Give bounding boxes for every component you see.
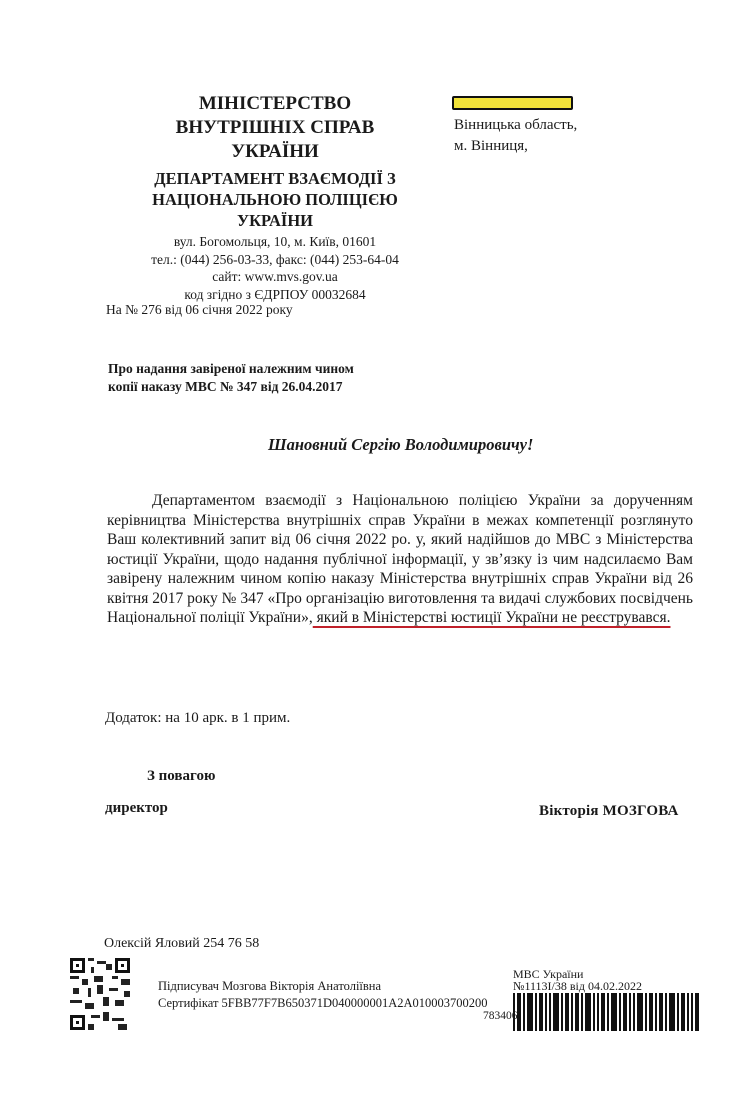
signatory: Підписувач Мозгова Вікторія Анатоліївна: [158, 979, 382, 993]
department-line: УКРАЇНИ: [236, 211, 314, 230]
contact-block: [105, 233, 445, 303]
barcode-icon: [513, 993, 699, 1031]
signer-name: Вікторія МОЗГОВА: [539, 803, 679, 819]
subject-line: Про надання завіреної належним чином: [108, 361, 354, 376]
certificate: Сертифікат 5FBB77F7B650371D040000001A2A010003700200: [158, 996, 488, 1010]
edrpou-code: код згідно з ЄДРПОУ 00032684: [184, 286, 366, 302]
body-text: Департаментом взаємодії з Національною поліцією України за дорученням керівництва Міністерства внутрішніх справ України в межах компетенції розглянуто Ваш колективний запит від 06 січня 2022 ро. у, який надійшов до МВС з Міністерства юстиції України, щодо надання публічної інформації, у зв’язку із чим надсилаємо Вам завірену належним чином копію наказу Міністерства внутрішніх справ України від 26 квітня 2017 року № 347 «Про організацію виготовлення та видачі службових посвідчень Національної поліції України»,: [107, 492, 693, 626]
department-line: НАЦІОНАЛЬНОЮ ПОЛІЦІЄЮ: [152, 190, 398, 209]
registry-number: №1113І/38 від 04.02.2022: [513, 979, 642, 993]
regards: З повагою: [147, 768, 216, 784]
salutation: Шановний Сергію Володимировичу!: [268, 435, 534, 454]
appendix: Додаток: на 10 арк. в 1 прим.: [105, 710, 291, 726]
executor-contact: Олексій Яловий 254 76 58: [104, 936, 260, 951]
recipient-region: Вінницька область,: [454, 117, 578, 133]
ministry-title: [100, 92, 450, 164]
department-title: [100, 168, 450, 231]
ministry-line: УКРАЇНИ: [231, 141, 319, 162]
underlined-text: який в Міністерстві юстиції України не реєструвався.: [312, 609, 671, 626]
address: вул. Богомольця, 10, м. Київ, 01601: [173, 234, 377, 249]
recipient-block: [454, 94, 577, 157]
registration-stamp: [513, 968, 642, 992]
website: сайт: www.mvs.gov.ua: [212, 269, 338, 284]
department-line: ДЕПАРТАМЕНТ ВЗАЄМОДІЇ З: [154, 169, 396, 188]
ministry-line: МІНІСТЕРСТВО: [198, 93, 352, 114]
body-paragraph: [107, 491, 693, 628]
phone-fax: тел.: (044) 256-03-33, факс: (044) 253-64-04: [151, 251, 399, 267]
digital-signature-info: [158, 978, 488, 1012]
signer-position: директор: [105, 800, 168, 816]
ministry-line: ВНУТРІШНІХ СПРАВ: [175, 117, 375, 138]
subject: [108, 360, 354, 396]
qr-code-icon: [70, 958, 130, 1030]
barcode-number: 783406: [483, 1010, 518, 1022]
subject-line: копії наказу МВС № 347 від 26.04.2017: [108, 379, 343, 394]
recipient-city: м. Вінниця,: [454, 138, 528, 154]
reference-number: На № 276 від 06 січня 2022 року: [106, 302, 293, 317]
recipient-name-redacted: [454, 94, 577, 115]
registry-org: МВС України: [513, 967, 584, 981]
